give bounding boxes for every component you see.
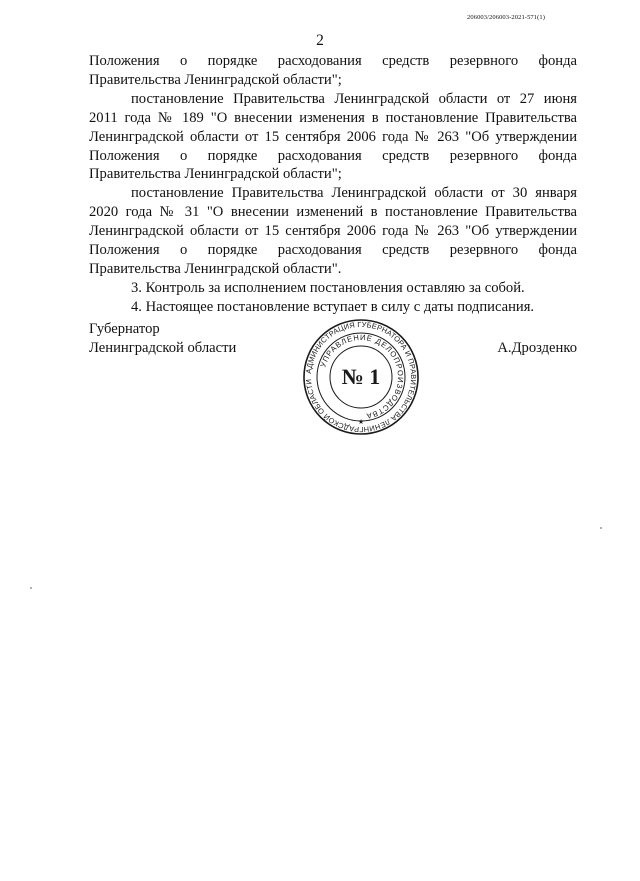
scan-speck	[600, 527, 602, 529]
text-line: Правительства Ленинградской области".	[89, 260, 342, 277]
text-line: Ленинградской области от 15 сентября 2006 года № 263 "Об утверждении	[89, 223, 577, 240]
seal-star-icon: ★	[357, 418, 365, 426]
text-line: Правительства Ленинградской области";	[89, 166, 342, 183]
paragraph	[89, 298, 577, 317]
position-line: Ленинградской области	[89, 339, 237, 356]
scan-speck	[30, 587, 32, 589]
seal-number: № 1	[341, 364, 381, 389]
page-number: 2	[316, 32, 324, 49]
signatory-position	[89, 320, 236, 358]
text-line: 2020 года № 31 "О внесении изменений в постановление Правительства	[89, 204, 577, 221]
position-line: Губернатор	[89, 321, 160, 337]
paragraph	[89, 184, 577, 279]
text-line: Положения о порядке расходования средств резервного фонда	[89, 242, 577, 259]
text-line: 2011 года № 189 "О внесении изменения в постановление Правительства	[89, 109, 577, 126]
text-line: 3. Контроль за исполнением постановления оставляю за собой.	[131, 279, 525, 296]
paragraph	[89, 90, 577, 185]
signatory-name: А.Дрозденко	[497, 340, 577, 356]
text-line: Правительства Ленинградской области";	[89, 71, 342, 88]
paragraph	[89, 52, 577, 90]
text-line: Положения о порядке расходования средств резервного фонда	[89, 53, 577, 69]
seal-outer-text: АДМИНИСТРАЦИЯ ГУБЕРНАТОРА И ПРАВИТЕЛЬСТВА ЛЕНИНГРАДСКОЙ ОБЛАСТИ	[303, 319, 419, 435]
text-line: 4. Настоящее постановление вступает в силу с даты подписания.	[131, 298, 535, 315]
paragraph	[89, 279, 577, 298]
text-line: постановление Правительства Ленинградской области от 30 января	[131, 185, 577, 202]
official-seal-stamp	[302, 318, 420, 436]
text-line: постановление Правительства Ленинградской области от 27 июня	[131, 90, 577, 107]
text-line: Положения о порядке расходования средств резервного фонда	[89, 147, 577, 164]
text-line: Ленинградской области от 15 сентября 2006 года № 263 "Об утверждении	[89, 128, 577, 145]
document-id: 206003/206003-2021-571(1)	[467, 14, 545, 21]
document-body	[89, 52, 577, 317]
seal-inner-text: УПРАВЛЕНИЕ ДЕЛОПРОИЗВОДСТВА	[318, 332, 406, 421]
